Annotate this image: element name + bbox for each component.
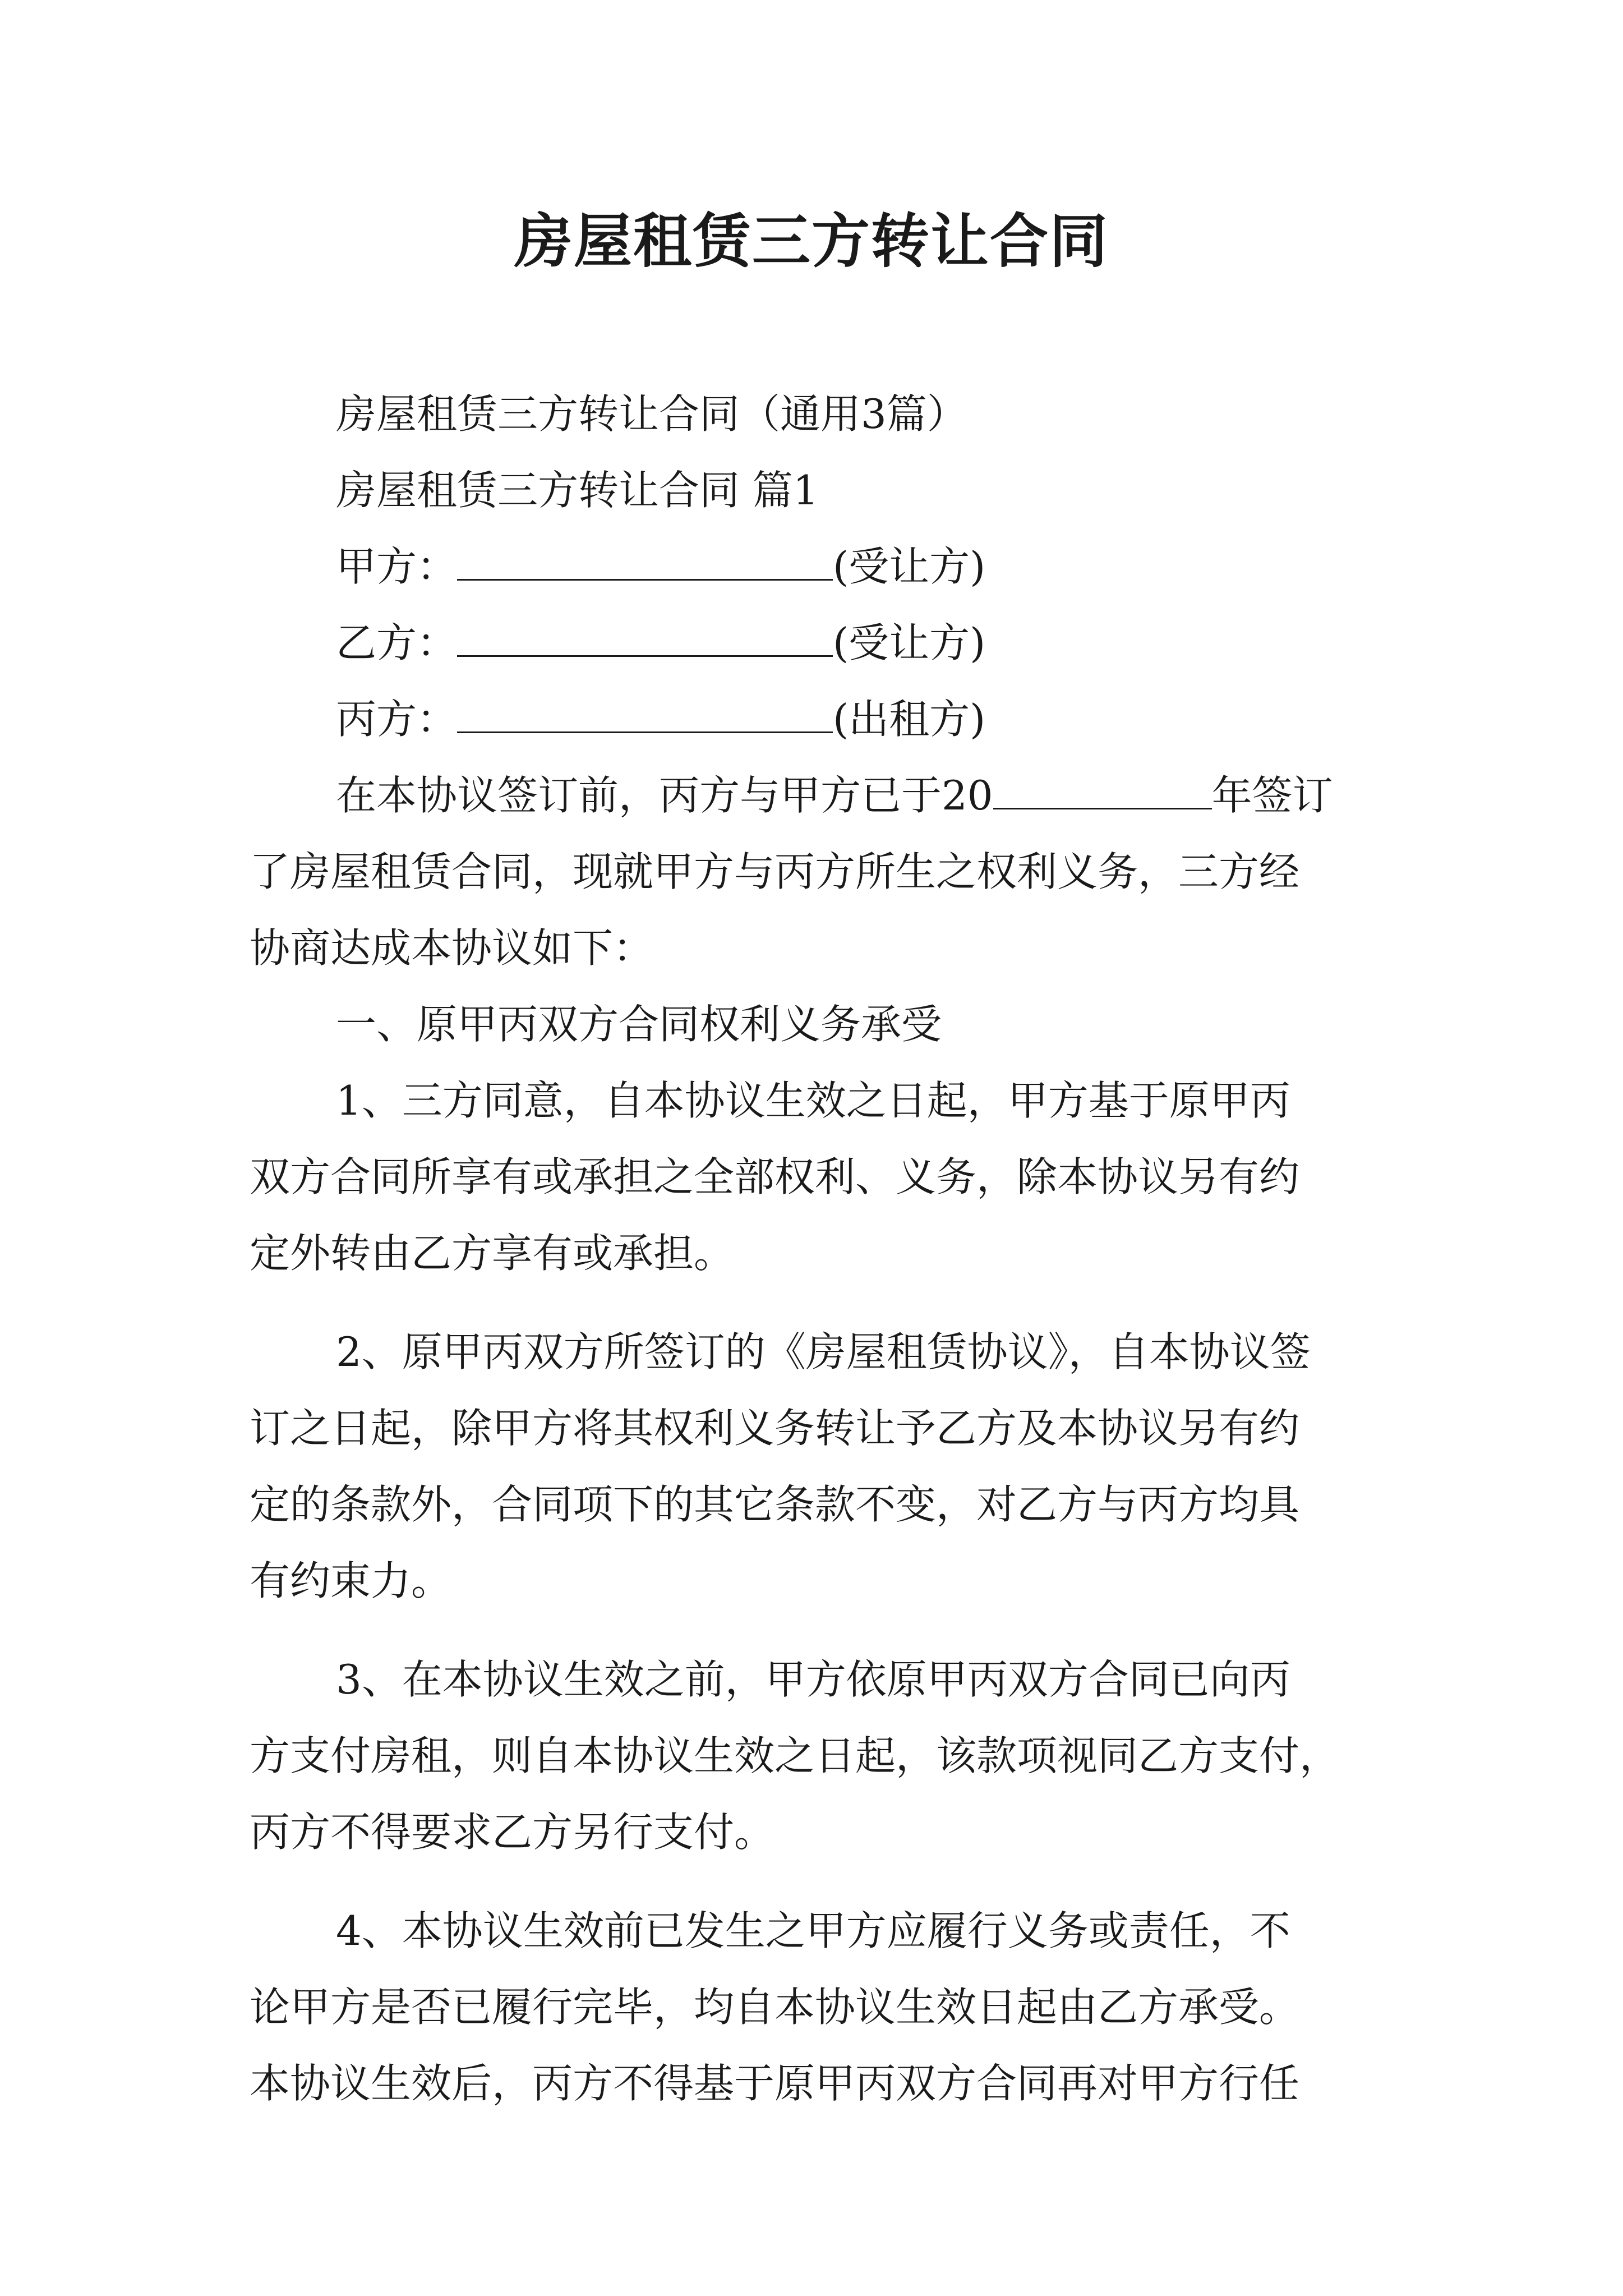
fill-in-blank — [457, 544, 833, 581]
clause-2-line: 订之日起，除甲方将其权利义务转让予乙方及本协议另有约 — [250, 1405, 1300, 1452]
year-blank — [993, 773, 1212, 809]
clause-3-line: 丙方不得要求乙方另行支付。 — [250, 1809, 775, 1856]
party-label: 乙方： — [336, 619, 458, 666]
party-role: (出租方) — [833, 696, 986, 743]
intro-line: 协商达成本协议如下： — [250, 924, 654, 972]
clause-4-line: 本协议生效后，丙方不得基于原甲丙双方合同再对甲方行任 — [250, 2060, 1300, 2107]
fill-in-blank — [457, 620, 833, 657]
party-jia — [250, 528, 1394, 605]
clause-1-line: 1、三方同意，自本协议生效之日起，甲方基于原甲丙 — [336, 1077, 1290, 1124]
document-title: 房屋租赁三方转让合同 — [514, 206, 1109, 275]
party-bing — [250, 681, 1394, 757]
intro-text: 在本协议签订前，丙方与甲方已于20 — [336, 772, 993, 819]
clause-2-line: 2、原甲丙双方所签订的《房屋租赁协议》，自本协议签 — [336, 1328, 1311, 1375]
clause-2-line: 有约束力。 — [250, 1557, 452, 1604]
clause-4-line: 论甲方是否已履行完毕，均自本协议生效日起由乙方承受。 — [250, 1984, 1300, 2031]
clause-2-line: 定的条款外，合同项下的其它条款不变，对乙方与丙方均具 — [250, 1481, 1300, 1528]
intro-line — [250, 757, 1394, 834]
subtitle: 房屋租赁三方转让合同（通用3篇） — [336, 390, 967, 438]
clause-3-line: 方支付房租，则自本协议生效之日起，该款项视同乙方支付， — [250, 1732, 1340, 1779]
intro-text: 年签订 — [1211, 772, 1333, 819]
party-label: 甲方： — [336, 543, 458, 590]
party-role: (受让方) — [833, 543, 986, 590]
clause-1-line: 定外转由乙方享有或承担。 — [250, 1230, 735, 1277]
clause-3-line: 3、在本协议生效之前，甲方依原甲丙双方合同已向丙 — [336, 1656, 1290, 1703]
section-heading: 房屋租赁三方转让合同 篇1 — [336, 467, 819, 514]
intro-line: 了房屋租赁合同，现就甲方与丙方所生之权利义务，三方经 — [250, 848, 1300, 895]
party-yi — [250, 605, 1394, 681]
party-role: (受让方) — [833, 619, 986, 666]
heading-1: 一、原甲丙双方合同权利义务承受 — [336, 1001, 942, 1048]
fill-in-blank — [457, 697, 833, 733]
clause-1-line: 双方合同所享有或承担之全部权利、义务，除本协议另有约 — [250, 1153, 1300, 1200]
clause-4-line: 4、本协议生效前已发生之甲方应履行义务或责任，不 — [336, 1907, 1290, 1954]
party-label: 丙方： — [336, 696, 458, 743]
document-body — [250, 376, 1394, 2122]
